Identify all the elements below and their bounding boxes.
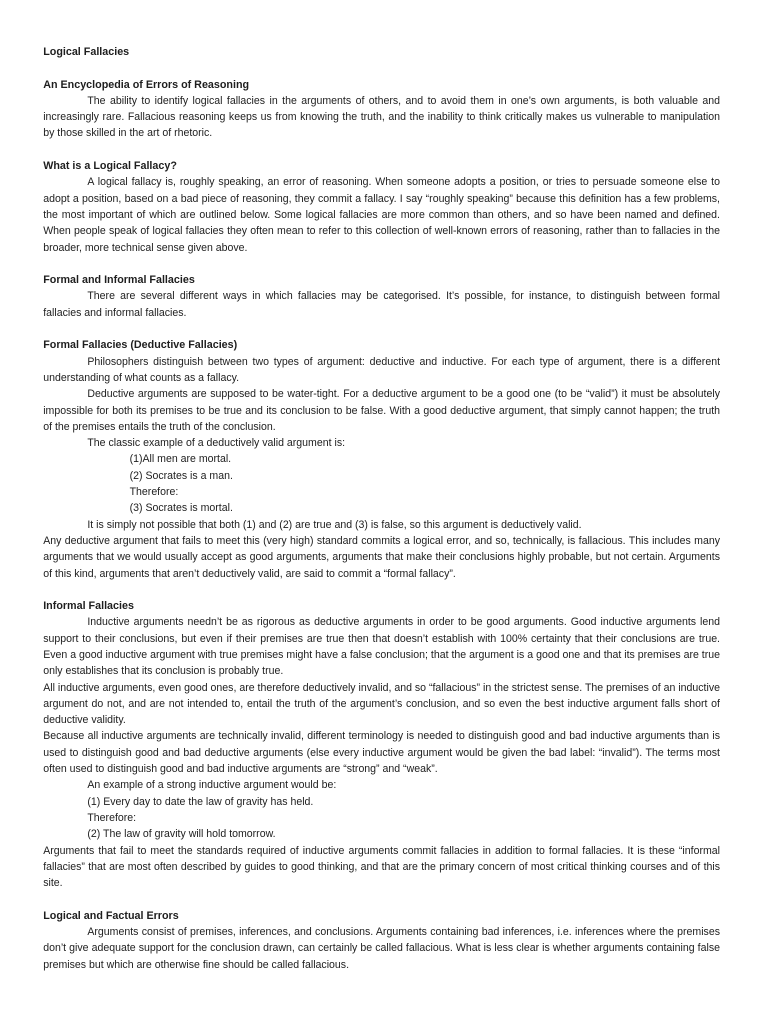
section-heading-formal-informal: Formal and Informal Fallacies	[43, 274, 195, 287]
example-line: (1)All men are mortal.	[129, 453, 232, 466]
deductive-example	[43, 451, 720, 516]
paragraph: The classic example of a deductively valid argument is:	[87, 437, 346, 450]
document-body	[43, 44, 720, 973]
example-line: Therefore:	[87, 811, 137, 824]
paragraph: Deductive arguments are supposed to be water-tight. For a deductive argument to be a good one (to be “valid”) it must be absolutely impossible for both its premises to be true and its conclusion to be false. With a good deductive argument, that simply cannot happen; the truth of the premises entails the truth of the conclusion.	[43, 388, 721, 433]
document-title: Logical Fallacies	[43, 46, 130, 58]
example-line: (1) Every day to date the law of gravity has held.	[87, 795, 314, 808]
paragraph: Because all inductive arguments are technically invalid, different terminology is needed to distinguish good and bad inductive arguments than is used to distinguish good and bad deductive arguments (else every inductive argument would be given the bad label: “invalid”). The terms most often used to distinguish good and bad inductive arguments are “strong” and “weak”.	[43, 730, 720, 776]
example-line: (2) Socrates is a man.	[129, 469, 233, 482]
section-heading-formal: Formal Fallacies (Deductive Fallacies)	[43, 339, 238, 352]
paragraph: All inductive arguments, even good ones, are therefore deductively invalid, and so “fallacious” in the strictest sense. The premises of an inductive argument do not, and are not intended to, entail the truth of the argument’s conclusion, and so even the best inductive argument falls short of deductive validity.	[43, 681, 720, 727]
section-heading-what-is: What is a Logical Fallacy?	[43, 160, 177, 173]
example-line: (3) Socrates is mortal.	[129, 502, 233, 515]
inductive-example	[43, 794, 720, 843]
paragraph: Arguments that fail to meet the standards required of inductive arguments commit fallacies in addition to formal fallacies. It is these “informal fallacies” that are most often described by guides to good thinking, and that are the primary concern of most critical thinking courses and of this site.	[43, 844, 720, 890]
paragraph: A logical fallacy is, roughly speaking, an error of reasoning. When someone adopts a position, or tries to persuade someone else to adopt a position, based on a bad piece of reasoning, they commit a fallacy. I say “roughly speaking” because this definition has a few problems, the most important of which are outlined below. Some logical fallacies are more common than others, and so have been named and defined. When people speak of logical fallacies they often mean to refer to this collection of well-known errors of reasoning, rather than to fallacies in the broader, more technical sense given above.	[43, 176, 721, 254]
section-heading-logical-factual: Logical and Factual Errors	[43, 909, 179, 922]
section-heading-encyclopedia: An Encyclopedia of Errors of Reasoning	[43, 78, 250, 91]
paragraph: Inductive arguments needn’t be as rigorous as deductive arguments in order to be good arguments. Good inductive arguments lend support to their conclusions, but even if their premises are true then that doesn’t establish with 100% certainty that their conclusions are true. Even a good inductive argument with true premises might have a false conclusion; that the argument is a good one and that its premises are true only establishes that its conclusion is probably true.	[43, 616, 721, 678]
paragraph: Philosophers distinguish between two types of argument: deductive and inductive. For each type of argument, there is a different understanding of what counts as a fallacy.	[43, 355, 721, 384]
example-line: (2) The law of gravity will hold tomorrow.	[87, 828, 276, 841]
paragraph: There are several different ways in which fallacies may be categorised. It’s possible, for instance, to distinguish between formal fallacies and informal fallacies.	[43, 290, 721, 319]
example-line: Therefore:	[129, 486, 179, 499]
paragraph: Arguments consist of premises, inferences, and conclusions. Arguments containing bad inferences, i.e. inferences where the premises don’t give adequate support for the conclusion drawn, can certainly be called fallacious. What is less clear is whether arguments containing false premises but which are otherwise fine should be called fallacious.	[43, 926, 721, 971]
paragraph: It is simply not possible that both (1) and (2) are true and (3) is false, so this argument is deductively valid.	[87, 518, 582, 531]
section-heading-informal: Informal Fallacies	[43, 600, 134, 613]
paragraph: Any deductive argument that fails to meet this (very high) standard commits a logical error, and so, technically, is fallacious. This includes many arguments that we would usually accept as good arguments, arguments that make their conclusions highly probable, but not certain. Arguments of this kind, arguments that aren’t deductively valid, are said to commit a “formal fallacy”.	[43, 534, 720, 580]
paragraph: The ability to identify logical fallacies in the arguments of others, and to avoid them in one’s own arguments, is both valuable and increasingly rare. Fallacious reasoning keeps us from knowing the truth, and the inability to think critically makes us vulnerable to manipulation by those skilled in the art of rhetoric.	[43, 94, 721, 140]
paragraph: An example of a strong inductive argument would be:	[87, 779, 337, 792]
